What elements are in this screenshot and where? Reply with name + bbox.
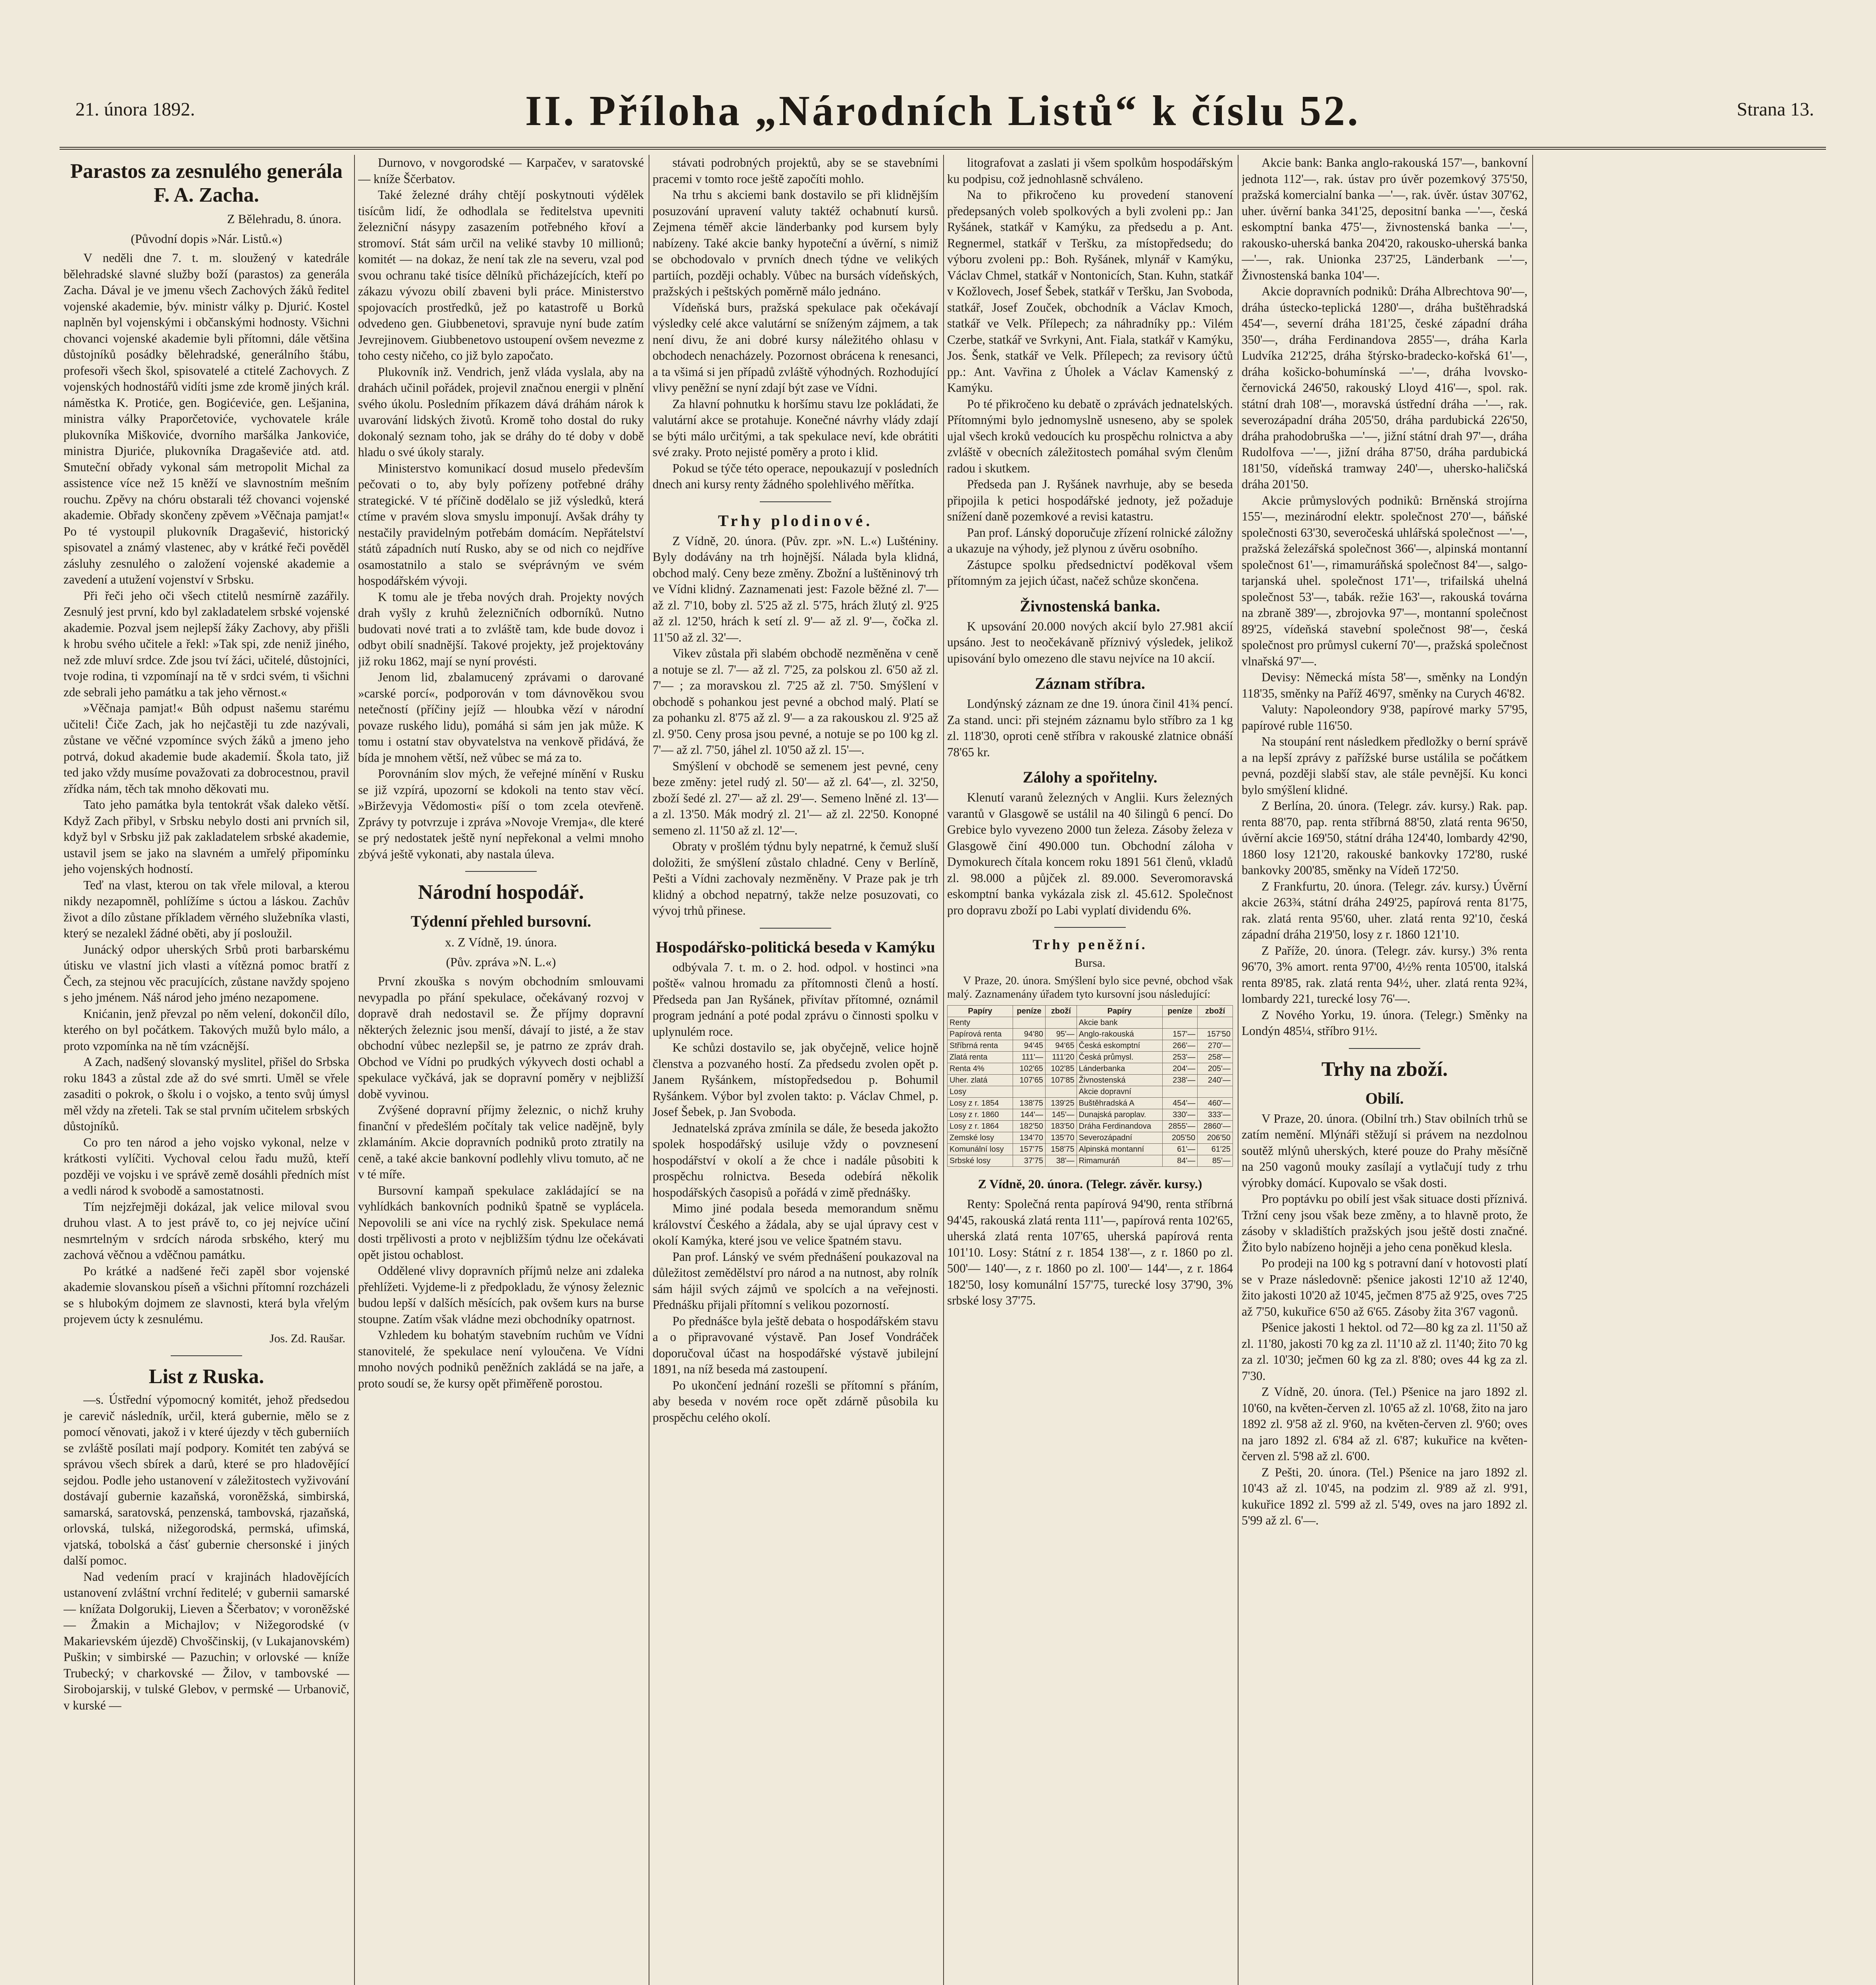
section-title-trhy-na-zbozi: Trhy na zboží. bbox=[1321, 1058, 1448, 1081]
paragraph: V neděli dne 7. t. m. sloužený v katedrále bělehradské slavné služby boží (parastos) za generála Zacha. Dával je ve jmenu všech Zachových žáků ředitel vojenské akademie, býv. ministr války p. Djurić. Kostel naplněn byl vojenskými i občanskými hodnosty. Všichni chovanci vojenské akademie byli přítomni, dále většina důstojníků posádky bělehradské, generálního štábu, profesoři všech škol, spisovatelé a ctitelé Zachovych. Z vojenských hodnostářů vidíti jsme zde kromě jiných král. náměstka K. Protiće, gen. Bogićeviće, gen. Lešjanina, ministra války Praporčetoviće, vychovatele krále plukovníka Miškoviće, dvorního maršálka Jankoviće, ministra Djuriće, plukovníka Dragaševiće atd. atd. Smuteční obřady vykonal sám metropolit Michal za assistence více než 15 kněží ve slavnostním mešním rouchu. Zpěvy na chóru obstarali též chovanci vojenské akademie. Obřady skončeny zpěvem »Věčnaja pamjat!« Po té vystoupil plukovník Dragašević, historický spisovatel a známý vlastenec, aby v krátké řeči pověděl zásluhy zesnulého o založení vojenské akademie a zavedení a utužení vojenství v Srbsku. bbox=[64, 251, 349, 586]
table-cell: Buštěhradská A bbox=[1077, 1098, 1162, 1109]
paragraph: Knićanin, jenž převzal po něm velení, dokončil dílo, kterého on byl počátkem. Takových mužů bylo málo, a proto vzpomínka na ně tím vzácnější. bbox=[64, 1006, 349, 1053]
table-cell: Zemské losy bbox=[948, 1132, 1013, 1144]
table-cell: Alpinská montanní bbox=[1077, 1144, 1162, 1155]
table-cell bbox=[1198, 1086, 1233, 1098]
table-row bbox=[948, 1029, 1233, 1040]
paragraph: Vikev zůstala při slabém obchodě nezměněna v ceně a notuje se zl. 7'— až zl. 7'25, za polskou zl. 6'50 až zl. 7'— ; za moravskou zl. 7'25 až zl. 7'50. Smýšlení v obchodě s pohankou jest pevné a obchod malý. Platí se za pohanku zl. 8'75 až zl. 9'— a za rakouskou zl. 9'25 až zl. 9'50. Ceny prosa jsou pevné, a notuje se po 100 kg zl. 7'— až zl. 7'50, jáhel zl. 10'50 až zl. 15'—. bbox=[653, 646, 938, 757]
section-title-trhy-penezni: Trhy peněžní. bbox=[1032, 937, 1148, 952]
table-cell: Komunální losy bbox=[948, 1144, 1013, 1155]
table-cell: 182'50 bbox=[1013, 1121, 1046, 1132]
masthead bbox=[60, 83, 1826, 143]
article-separator bbox=[1349, 1048, 1420, 1049]
paragraph: Také železné dráhy chtějí poskytnouti výdělek tisícům lidí, že odhodlala se ředitelstva upevniti železniční násypy zasazením potřebného křoví a stromoví. Stát sám určil na veliké stavby 10 millionů; komitét — na dokaz, že není tak zle na severu, vzal pod svou ochranu také tisíce dělníků přicházejících, kteří po zákazu vývozu obilí zbaveni byli práce. Ministerstvo spojovacích prostředků, jež po katastrofě u Borků odvedeno gen. Giubbenetovi, spravuje nyní bude zatím Jevrejinovem. Giubbenetovo ustoupení ovšem nevezme z toho cesty ničeho, co již bylo započato. bbox=[358, 188, 644, 362]
table-cell: Akcie dopravní bbox=[1077, 1086, 1162, 1098]
table-cell: 240'— bbox=[1198, 1075, 1233, 1086]
table-row bbox=[948, 1109, 1233, 1121]
table-cell: 258'— bbox=[1198, 1052, 1233, 1063]
table-cell: 94'45 bbox=[1013, 1040, 1046, 1052]
table-cell: Severozápadní bbox=[1077, 1132, 1162, 1144]
paragraph: Tím nejzřejměji dokázal, jak velice miloval svou druhou vlast. A to jest právě to, co jej nejvíce učiní nesmrtelným v srdcích národa srbského, který mu zachová věčnou a vděčnou památku. bbox=[64, 1199, 349, 1262]
paragraph: Z Vídně, 20. února. (Tel.) Pšenice na jaro 1892 zl. 10'60, na květen-červen zl. 10'65 až zl. 10'68, žito na jaro 1892 zl. 9'58 až zl. 9'60, na květen-červen zl. 9'60; oves na jaro 1892 zl. 6'84 až zl. 6'87; kukuřice na květen-červen zl. 5'98 až zl. 6'00. bbox=[1242, 1385, 1527, 1463]
column-1 bbox=[64, 155, 349, 1985]
table-cell: Česká eskomptní bbox=[1077, 1040, 1162, 1052]
article-body-obili bbox=[1242, 1111, 1527, 1529]
table-header-cell: Papíry bbox=[1077, 1006, 1162, 1017]
table-cell: 253'— bbox=[1162, 1052, 1198, 1063]
paragraph: Na to přikročeno ku provedení stanovení předepsaných voleb spolkových a byli zvoleni pp.: Jan Ryšánek, statkář v Kamýku, za předsedu a p. Ant. Regnermel, statkář v Teršku, za místopředsedu; do výboru zvoleni pp.: Boh. Ryšánek, mlynář v Kamýku, Václav Chmel, statkář v Nontonicích, Stan. Kuhn, statkář v Kožlovech, Josef Šebek, statkář v Teršku, Jan Svoboda, statkář, Josef Zouček, obchodník a Václav Kmoch, statkář ve Velk. Přílepech; za náhradníky pp.: Vilém Czerbe, statkář ve Svrkyni, Ant. Fiala, statkář v Kamýku, Jos. Šenk, statkář ve Velk. Přílepech; za revisory účtů pp.: Ant. Vavřina z Úholek a Václav Kamenský z Kamýku. bbox=[947, 188, 1233, 395]
bursa-note: V Praze, 20. února. Smýšlení bylo sice pevné, obchod však malý. Zaznamenány úřadem tyto kursovní jsou následující: bbox=[947, 975, 1233, 1000]
paragraph: Po ukončení jednání rozešli se přítomní s přáním, aby beseda v novém roce opět zdárně působila ku prospěchu celého okolí. bbox=[653, 1378, 938, 1424]
article-title-parastos: Parastos za zesnulého generála F. A. Zacha. bbox=[70, 160, 343, 206]
paragraph: litografovat a zaslati ji všem spolkům hospodářským ku podpisu, což jednohlasně schváleno. bbox=[947, 156, 1233, 186]
paragraph: Obraty v prošlém týdnu byly nepatrné, k čemuž sluší doložiti, že smýšlení zůstalo chladné. Ceny v Berlíně, Pešti a Vídni zachovaly nezměněny. V Praze pak je trh klidný a obchod nepatrný, takže nelze posuzovati, co vývoj trhů přinese. bbox=[653, 839, 938, 917]
table-cell: Losy z r. 1860 bbox=[948, 1109, 1013, 1121]
table-cell: 107'85 bbox=[1045, 1075, 1077, 1086]
table-row bbox=[948, 1155, 1233, 1167]
table-cell: Losy bbox=[948, 1086, 1013, 1098]
article-body-zalozny: Klenutí varanů železných v Anglii. Kurs železných varantů v Glasgowě se ustálil na 40 šilingů 6 pencí. Do Grebice bylo vyvezeno 2000 tun železa. Zásoby železa v Glasgowě činí 490.000 tun. Obchodní záloha v Dymokurech čítala koncem roku 1891 561 členů, vkladů zl. 98.000 a půjček zl. 89.000. Severomoravská eskomptní banka vykázala zisk zl. 45.612. Společnost pro dopravu zboží po Labi vyplatí dividendu 6%. bbox=[947, 790, 1233, 917]
table-cell: Stříbrná renta bbox=[948, 1040, 1013, 1052]
article-separator bbox=[171, 1355, 242, 1356]
article-body-prehled-continued bbox=[653, 155, 938, 493]
table-cell: 333'— bbox=[1198, 1109, 1233, 1121]
paragraph: Bursovní kampaň spekulace zakládající se na vyhlídkách bankovních podniků špatně se vyplácela. Nepovolili se ani více na rychlý zisk. Spekulace nemá dosti trpělivosti a proto v nejbližším týdnu lze očekávati opět jistou ochablost. bbox=[358, 1183, 644, 1262]
table-cell bbox=[1045, 1086, 1077, 1098]
article-body-parastos bbox=[64, 250, 349, 1328]
table-row bbox=[948, 1075, 1233, 1086]
column-rule bbox=[354, 155, 355, 1985]
paragraph: Jenom lid, zbalamucený zprávami o darované »carské porcí«, podporován v tom dávnověkou svou netečností (příčiny jejíž — hloubka vězí v národní povaze ruského lidu), pomáhá si sám jen jak může. K tomu i ostatní stav obyvatelstva na venkově přidává, že bída je mnohem větší, než vůbec se má za to. bbox=[358, 670, 644, 765]
stock-table bbox=[947, 1005, 1233, 1167]
column-2 bbox=[358, 155, 644, 1985]
paragraph: Z Vídně, 20. února. (Pův. zpr. »N. L.«) Lušténiny. Byly dodávány na trh hojnější. Nálada byla klidná, obchod malý. Ceny beze změny. Zbožní a luštěninový trh ve Vídni klidný. Zaznamenati jest: Fazole běžné zl. 7'— až zl. 7'10, boby zl. 5'25 až zl. 5'75, hrách žlutý zl. 9'25 až zl. 12'50, hrách k setí zl. 9'— až zl. 9'—, čočka zl. 11'50 až zl. 32'—. bbox=[653, 534, 938, 644]
table-cell: Dunajská paroplav. bbox=[1077, 1109, 1162, 1121]
table-cell: 145'— bbox=[1045, 1109, 1077, 1121]
article-body-trhy-plodinove bbox=[653, 533, 938, 919]
paragraph: Teď na vlast, kterou on tak vřele miloval, a kterou nikdy nezapomněl, pohlížíme s úctou a láskou. Zachův život a dílo zůstane příkladem věrného služebníka vlasti, který se nezalekl žádné oběti, aby jí posloužil. bbox=[64, 878, 349, 940]
page-number: Strana 13. bbox=[1737, 99, 1814, 120]
paragraph: —s. Ústřední výpomocný komitét, jehož předsedou je carevič následník, určil, která gubernie, mělo se z pomocí věnovati, jakož i v které újezdy v těch guberniích se zvláště posílati mají podpory. Komitét ten zabývá se správou všech sbírek a darů, které se pro hladovějící sejdou. Podle jeho ustanovení v záležitostech vyživování dostávají gubernie kazaňská, voroněžská, simbirská, samarská, saratovská, penzenská, tambovská, rjazaňská, orlovská, tulská, nižegorodská, permská, ufimská, vjatská, tobolská a čásť gubernie chersonské i jiných další pomoc. bbox=[64, 1393, 349, 1567]
table-cell: Zlatá renta bbox=[948, 1052, 1013, 1063]
column-3 bbox=[653, 155, 938, 1985]
table-cell: Losy z r. 1864 bbox=[948, 1121, 1013, 1132]
table-row bbox=[948, 1121, 1233, 1132]
table-header-cell: zboží bbox=[1045, 1006, 1077, 1017]
table-cell: 111'— bbox=[1013, 1052, 1046, 1063]
article-body-beseda bbox=[653, 960, 938, 1426]
table-cell: Rimamuráň bbox=[1077, 1155, 1162, 1167]
exchange-quotes bbox=[1242, 155, 1527, 1039]
paragraph: Při řeči jeho oči všech ctitelů nesmírně zazářily. Zesnulý jest první, kdo byl zakladatelem srbské vojenské akademie. Pozval jsem nejlepší žáky Zachovy, aby přišli k hrobu svého učitele a řekl: »Tak spi, zde neniž jiného, než zde mluví srdce. Zde jsou tví žáci, učitelé, důstojníci, tvoje rodina, ti vzpomínají na tě v srdci svém, ti všichni zde sebrali jeho památku a tak jeho věrnost.« bbox=[64, 588, 349, 699]
paragraph: Ministerstvo komunikací dosud muselo především pečovati o to, aby byly pořízeny potřebné dráhy strategické. V té příčině dodělalo se již výsledků, která ctíme v pravém slova smyslu imponují. Avšak dráhy ty nestačily pravidelným potřebám domácím. Nepřátelství států západních nutí Rusko, aby se od nich co nejdříve osamostatnilo a stalo se svéprávným ve svém hospodářském vývoji. bbox=[358, 461, 644, 588]
column-5 bbox=[1242, 155, 1527, 1985]
article-separator bbox=[465, 871, 537, 872]
article-source: (Původní dopis »Nár. Listů.«) bbox=[131, 231, 282, 246]
issue-date: 21. února 1892. bbox=[75, 99, 195, 120]
section-title-narodni-hospodar: Národní hospodář. bbox=[418, 881, 584, 904]
table-cell: 134'70 bbox=[1013, 1132, 1046, 1144]
table-cell: 157'— bbox=[1162, 1029, 1198, 1040]
paragraph: Pan prof. Lánský doporučuje zřízení rolnické záložny a ukazuje na výhody, jež plynou z úvěru osobního. bbox=[947, 525, 1233, 555]
table-cell: 205'— bbox=[1198, 1063, 1233, 1075]
article-body-prehled bbox=[358, 973, 644, 1391]
table-cell: 158'75 bbox=[1045, 1144, 1077, 1155]
paragraph: Smýšlení v obchodě se semenem jest pevné, ceny beze změny: jetel rudý zl. 50'— až zl. 64'—, zl. 32'50, zboží šedé zl. 27'— až zl. 29'—. Semeno lněné zl. 13'— a zl. 13'50. Mák modrý zl. 21'— až zl. 22'50. Konopné semeno zl. 11'50 až zl. 12'—. bbox=[653, 759, 938, 837]
table-header-cell: zboží bbox=[1198, 1006, 1233, 1017]
paragraph: Durnovo, v novgorodské — Karpačev, v saratovské — kníže Ščerbatov. bbox=[358, 156, 644, 186]
article-body-vienna-kursy: Renty: Společná renta papírová 94'90, renta stříbrná 94'45, rakouská zlatá renta 111'—, papírová renta 102'65, uherská zlatá renta 107'65, uherská papírová renta 101'10. Losy: Státní z r. 1854 138'—, z r. 1860 po zl. 500'— 140'—, z r. 1860 po zl. 100'— 144'—, z r. 1864 182'50, losy komunální 157'75, turecké losy 37'90, 3% srbské losy 37'75. bbox=[947, 1197, 1233, 1307]
article-title-vienna-kursy: Z Vídně, 20. února. (Telegr. závěr. kursy.) bbox=[978, 1177, 1202, 1191]
paragraph: Na trhu s akciemi bank dostavilo se při klidnějším posuzování upravení valuty taktéž ochabnutí kursů. Zejmena téměř akcie länderbanky pod kursem byly nabízeny. Také akcie banky hypoteční a úvěrní, s nimiž se obchodovalo v prvních dnech týdne ve velikých partiích, později ochably. Vůbec na bursách vídeňských, pražských i peštských poměrně málo jednáno. bbox=[653, 188, 938, 298]
article-title-zivnostenska: Živnostenská banka. bbox=[1020, 597, 1160, 615]
table-cell: 37'75 bbox=[1013, 1155, 1046, 1167]
paragraph: Plukovník inž. Vendrich, jenž vláda vyslala, aby na drahách učinil pořádek, projevil značnou energii v plnění svého úkolu. Posledním příkazem dává dráhám nárok k uvarování lidských životů. Kromě toho dostal do ruky dokonalý seznam toho, jak se dráhy do té doby v době hladu o své úkoly staraly. bbox=[358, 364, 644, 459]
table-cell: 204'— bbox=[1162, 1063, 1198, 1075]
paragraph: Mimo jiné podala beseda memorandum sněmu království Českého a žádala, aby se ujal úpravy cest v okolí Kamýka, které jsou ve velice špatném stavu. bbox=[653, 1201, 938, 1247]
table-header-cell: Papíry bbox=[948, 1006, 1013, 1017]
table-cell: 157'75 bbox=[1013, 1144, 1046, 1155]
column-rule bbox=[943, 155, 944, 1985]
table-cell bbox=[1045, 1017, 1077, 1029]
paragraph: Vzhledem ku bohatým stavebním ruchům ve Vídni stanovitelé, že spekulace není vyloučena. Ve Vídni mnoho nových podniků peněžních zakládá se na jaře, a proto soudí se, že kursy opět přiměřeně porostou. bbox=[358, 1328, 644, 1390]
table-cell: 454'— bbox=[1162, 1098, 1198, 1109]
paragraph: Oddělené vlivy dopravních příjmů nelze ani zdaleka přehlížeti. Vyjdeme-li z předpokladu, že výnosy železnic budou lepší v dalších měsících, pak ovšem kurs na burse stoupne. Zatím však vládne mezi obchodníky opatrnost. bbox=[358, 1264, 644, 1326]
table-cell: 270'— bbox=[1198, 1040, 1233, 1052]
paragraph: Valuty: Napoleondory 9'38, papírové marky 57'95, papírové ruble 116'50. bbox=[1242, 702, 1527, 732]
paragraph: Zvýšené dopravní příjmy železnic, o nichž kruhy finanční v předešlém počítaly tak velice nadějně, byly zklamáním. Akcie dopravních podniků proto ztratily na ceně, a také akcie bankovní podlehly vlivu tomuto, ač ne v té míře. bbox=[358, 1103, 644, 1181]
paragraph: Jednatelská zpráva zmínila se dále, že beseda jakožto spolek hospodářský usiluje vždy o povznesení hospodářství v okolí a že chce i nadále působiti k prospěchu rolnictva. Beseda odebírá několik hospodářských časopisů a pořádá v zimě přednášky. bbox=[653, 1121, 938, 1199]
table-cell: Živnostenská bbox=[1077, 1075, 1162, 1086]
table-cell: 460'— bbox=[1198, 1098, 1233, 1109]
paragraph: Z Pešti, 20. února. (Tel.) Pšenice na jaro 1892 zl. 10'43 až zl. 10'45, na podzim zl. 9'89 až zl. 9'91, kukuřice 1892 zl. 5'99 až zl. 5'49, oves na jaro 1892 zl. 5'99 až zl. 6'—. bbox=[1242, 1465, 1527, 1527]
table-row bbox=[948, 1098, 1233, 1109]
paragraph: Akcie bank: Banka anglo-rakouská 157'—, bankovní jednota 112'—, rak. ústav pro úvěr pozemkový 375'50, pražská komercialní banka —'—, rak. úvěr. ústav 307'62, uher. úvěrní banka 341'25, depositní banka —'—, česká eskomptní banka 475'—, živnostenská banka —'—, rakousko-uherská banka 204'20, rakousko-uherská banka —'—, rak. Unionka 237'25, Länderbank —'—, Živnostenská banka 104'—. bbox=[1242, 156, 1527, 282]
paragraph: Z Berlína, 20. února. (Telegr. záv. kursy.) Rak. pap. renta 88'70, pap. renta stříbrná 88'50, zlatá renta 96'50, úvěrní akcie 169'50, státní dráha 124'40, lombardy 42'90, 1860 losy 121'20, rakouské bankovky 172'80, ruské bankovky 200'85, směnky na Vídeň 172'50. bbox=[1242, 799, 1527, 877]
table-cell: 135'70 bbox=[1045, 1132, 1077, 1144]
article-separator bbox=[760, 501, 831, 502]
table-cell bbox=[1013, 1017, 1046, 1029]
table-cell: 2860'— bbox=[1198, 1121, 1233, 1132]
table-cell: 38'— bbox=[1045, 1155, 1077, 1167]
table-cell: 139'25 bbox=[1045, 1098, 1077, 1109]
stock-market-section bbox=[947, 937, 1233, 1167]
table-cell: Česká průmysl. bbox=[1077, 1052, 1162, 1063]
paragraph: Pan prof. Lánský ve svém přednášení poukazoval na důležitost zemědělství pro národ a na nutnost, aby rolník sám hájil svých zájmů ve spolcích a na veřejnosti. Přednášku přijali přítomní s velikou pozorností. bbox=[653, 1249, 938, 1312]
paragraph: Po krátké a nadšené řeči zapěl sbor vojenské akademie slovanskou píseň a všichni přítomní rozcházeli se s hlubokým dojmem ze slavnosti, která byla vřelým projevem úcty k zesnulému. bbox=[64, 1264, 349, 1326]
table-cell: 61'— bbox=[1162, 1144, 1198, 1155]
table-cell bbox=[1198, 1017, 1233, 1029]
table-cell: Renta 4% bbox=[948, 1063, 1013, 1075]
article-separator bbox=[1054, 927, 1126, 928]
article-title-zalozny: Zálohy a spořitelny. bbox=[1023, 768, 1158, 786]
table-cell: 144'— bbox=[1013, 1109, 1046, 1121]
table-cell: 94'65 bbox=[1045, 1040, 1077, 1052]
article-signature: Jos. Zd. Raušar. bbox=[270, 1332, 345, 1345]
paragraph: Porovnáním slov mých, že veřejné mínění v Rusku se již vzpírá, upozorní se kdokoli na tento stav věcí. »Birževyja Vědomosti« píší o tom zcela otevřeně. Zprávy ty potvrzuje i zpráva »Novoje Vremja«, dle které se prý nedostatek ještě nyní nepřekonal a velmi mnoho zbývá ještě vykonati, aby nastala úleva. bbox=[358, 767, 644, 861]
table-cell: 107'65 bbox=[1013, 1075, 1046, 1086]
article-title-trhy-plodinove: Trhy plodinové. bbox=[718, 511, 873, 530]
table-row bbox=[948, 1017, 1233, 1029]
paragraph: A Zach, nadšený slovanský myslitel, přišel do Srbska roku 1843 a zůstal zde až do své smrti. Uměl se vřele zasaditi o pokrok, o školu i o vojsko, a tento svůj úmysl měl vždy na zřeteli. Tak se stal prvním učitelem srbských důstojníků. bbox=[64, 1055, 349, 1133]
table-cell: 205'50 bbox=[1162, 1132, 1198, 1144]
article-body-zaznam: Londýnský záznam ze dne 19. února činil 41¾ pencí. Za stand. unci: při stejném záznamu bylo stříbro za 1 kg zl. 118'30, oproti ceně stříbra v rakouské zlatnice obnáší 78'65 kr. bbox=[947, 697, 1233, 759]
paragraph: Pokud se týče této operace, nepoukazují v posledních dnech ani kursy renty žádného spolehlivého měřítka. bbox=[653, 461, 938, 491]
table-row bbox=[948, 1144, 1233, 1155]
article-title-beseda: Hospodářsko-politická beseda v Kamýku bbox=[656, 938, 935, 956]
table-cell bbox=[1162, 1017, 1198, 1029]
article-dateline: x. Z Vídně, 19. února. bbox=[445, 935, 557, 949]
paragraph: odbývala 7. t. m. o 2. hod. odpol. v hostinci »na poště« valnou hromadu za přítomnosti členů a hostí. Předseda pan Jan Ryšánek, přivítav přítomné, oznámil program jednání a poté podal zprávu o činnosti spolku v uplynulém roce. bbox=[653, 960, 938, 1039]
article-body-ruska bbox=[64, 1392, 349, 1713]
article-separator bbox=[760, 928, 831, 929]
paragraph: Předseda pan J. Ryšánek navrhuje, aby se beseda připojila k petici hospodářské jednoty, jež požaduje snížení daně pozemkové a revisi katastru. bbox=[947, 477, 1233, 523]
table-cell: 266'— bbox=[1162, 1040, 1198, 1052]
table-cell: 138'75 bbox=[1013, 1098, 1046, 1109]
article-title-zaznam: Záznam stříbra. bbox=[1035, 675, 1145, 692]
table-cell: Anglo-rakouská bbox=[1077, 1029, 1162, 1040]
table-cell: 102'65 bbox=[1013, 1063, 1046, 1075]
paragraph: Ke schůzi dostavilo se, jak obyčejně, velice hojně členstva a pozvaného hostí. Za předsedu zvolen opět p. Janem Ryšánkem, místopředsedou p. Bohumil Ryšánkem. Výbor byl zvolen takto: p. Václav Chmel, p. Josef Šebek, p. Jan Svoboda. bbox=[653, 1041, 938, 1119]
table-cell: Losy z r. 1854 bbox=[948, 1098, 1013, 1109]
table-cell: 238'— bbox=[1162, 1075, 1198, 1086]
table-cell: Dráha Ferdinandova bbox=[1077, 1121, 1162, 1132]
article-dateline: Z Bělehradu, 8. února. bbox=[227, 212, 341, 226]
paragraph: Na stoupání rent následkem předložky o berní správě a na lepší zprávy z pařížské burse ustálila se počátkem pevná, později slabší stav, ale stále pevnější. Ku konci bylo smýšlení klidné. bbox=[1242, 734, 1527, 797]
table-cell: 95'— bbox=[1045, 1029, 1077, 1040]
paragraph: Po přednášce byla ještě debata o hospodářském stavu a o připravované výstavě. Pan Josef Vondráček doporučoval účast na hospodářské výstavě jubilejní 1891, na níž beseda má zastoupení. bbox=[653, 1314, 938, 1376]
paragraph: K tomu ale je třeba nových drah. Projekty nových drah vyšly z kruhů železničních odborníků. Nutno budovati nové trati a to zvláště tam, kde bude dovoz i odbyt obilí snadnější. Takové projekty, jež projektovány již roku 1862, mají se nyní provésti. bbox=[358, 590, 644, 668]
table-row bbox=[948, 1063, 1233, 1075]
article-title-ruska: List z Ruska. bbox=[148, 1365, 264, 1388]
table-cell: 111'20 bbox=[1045, 1052, 1077, 1063]
paragraph: »Věčnaja pamjat!« Bůh odpust našemu starému učiteli! Čiče Zach, jak ho nejčastěji tu zde nazývali, zůstane ve věčné vzpomínce svých žáků a jmeno jeho potrvá, dokud akademie bude akademií. Škola tato, již ted jako vždy musíme považovati za dobrocestnou, pravil zřídka nám, těch tak mnoho děkovati mu. bbox=[64, 701, 349, 796]
paragraph: Junácký odpor uherských Srbů proti barbarskému útisku ve vlastní jich vlasti a vítězná pomoc bratří z Čech, za stejnou věc pracujících, zůstane navždy spojeno s jeho jménem. Náš národ jeho jméno nezapomene. bbox=[64, 942, 349, 1004]
paragraph: Pro poptávku po obilí jest však situace dosti příznivá. Tržní ceny jsou však beze změny, a to hlavně proto, že zásoby v skladištích pražských jsou ještě dosti značné. Žito bylo nabízeno hojněji a jeho cena poněkud klesla. bbox=[1242, 1192, 1527, 1254]
table-cell: 206'50 bbox=[1198, 1132, 1233, 1144]
table-cell: 84'— bbox=[1162, 1155, 1198, 1167]
table-row bbox=[948, 1132, 1233, 1144]
article-body-ruska-continued bbox=[358, 155, 644, 862]
paragraph: Zástupce spolku předsednictví poděkoval všem přítomným za jejich účast, načež schůze skončena. bbox=[947, 557, 1233, 588]
article-body-zivnostenska: K upsování 20.000 nových akcií bylo 27.981 akcií upsáno. Jest to neočekávaně příznivý výsledek, jelikož upisování bylo omezeno dle stavu nejvíce na 10 akcií. bbox=[947, 619, 1233, 665]
table-cell: Srbské losy bbox=[948, 1155, 1013, 1167]
table-cell bbox=[1013, 1086, 1046, 1098]
table-cell: 94'80 bbox=[1013, 1029, 1046, 1040]
paragraph: Akcie průmyslových podniků: Brněnská strojírna 155'—, mezinárodní elektr. společnost 270'—, báňské společnosti 63'30, severočeská uhlářská společnost —'—, pražská železářská společnost 366'—, alpinská montanní společnost 61'—, rimamuráňská společnost 84'—, salgo-tarjanská uhel. společnost 171'—, trifailská uhelná společnost 53'—, tabák. režie 163'—, rakouská továrna na zbraně 389'—, zbrojovka 97'—, montanní společnost 89'25, vídeňská stavební společnost 98'—, česká společnost pro průmysl cukerní 70'—, pražská společnost vlnařská 97'—. bbox=[1242, 493, 1527, 668]
paragraph: Akcie dopravních podniků: Dráha Albrechtova 90'—, dráha ústecko-teplická 1280'—, dráha buštěhradská 454'—, severní dráha 181'25, české západní dráha 350'—, dráha Ferdinandova 2855'—, dráha Karla Ludvíka 212'25, dráha štýrsko-bradecko-kořská 61'—, dráha košicko-bohumínská —'—, dráha lvovsko-černovická 246'50, rakouský Lloyd 416'—, spol. rak. státní drah 108'—, moravská ústřední dráha —'—, rak. severozápadní dráha 205'50, dráha pardubická 226'50, dráha prahodobruška —'—, jižní státní drah 97'—, dráha Rudolfova —'—, jižní dráha 87'50, dráha pardubická 181'50, vídeňská tramway 240'—, uhersko-haličská dráha 201'50. bbox=[1242, 284, 1527, 491]
table-cell: 85'— bbox=[1198, 1155, 1233, 1167]
section-subtitle-obili: Obilí. bbox=[1365, 1089, 1404, 1107]
paragraph: V Praze, 20. února. (Obilní trh.) Stav obilních trhů se zatím nemění. Mlýnáři stěžují si právem na nezdolnou soutěž mlýnů uherských, které pouze do Prahy měsíčně na 250 vagonů mouky zasílají a vytlačují tudy z trhu výrobky domácí. Kupovalo se však dosti. bbox=[1242, 1111, 1527, 1190]
article-source: (Pův. zpráva »N. L.«) bbox=[446, 955, 556, 969]
paragraph: Vídeňská burs, pražská spekulace pak očekávají výsledky celé akce valutární se sníženým zájmem, a tak není divu, že ani dobré kursy náležitého ohlasu v obchodech nenacházely. Pozornost obrácena k renesanci, a ta všimá si jen případů zvláště výhodných. Rozhodující vlivy peněžní se nyní zdají být zase ve Vídni. bbox=[653, 300, 938, 395]
table-row bbox=[948, 1052, 1233, 1063]
table-header-cell: peníze bbox=[1013, 1006, 1046, 1017]
paragraph: stávati podrobných projektů, aby se se stavebními pracemi v tomto roce ještě započíti mohlo. bbox=[653, 156, 938, 186]
table-cell: 157'50 bbox=[1198, 1029, 1233, 1040]
table-cell: Renty bbox=[948, 1017, 1013, 1029]
table-cell: Uher. zlatá bbox=[948, 1075, 1013, 1086]
article-title-prehled: Týdenní přehled bursovní. bbox=[410, 912, 591, 930]
paragraph: Z Paříže, 20. února. (Telegr. záv. kursy.) 3% renta 96'70, 3% amort. renta 97'00, 4½% renta 105'00, italská renta 89'85, rak. zlatá renta 94½, uher. zlatá renta 92¾, lombardy 221, turecké losy 76'—. bbox=[1242, 943, 1527, 1006]
supplement-title: II. Příloha „Národních Listů“ k číslu 52. bbox=[525, 87, 1361, 135]
paragraph: První zkouška s novým obchodním smlouvami nevypadla po přání spekulace, očekávaný rozvoj v dopravě drah nedostavil se. Že příjmy dopravní některých železnic jsou menší, dávají to jisté, a že stav obchodní vůbec nezlepšil se, je patrno ze zpráv drah. Obchod ve Vídni po prudkých výkyvech dosti ochabl a spekulace vyčkává, jak se dopravní poměry v nejbližší době vyvinou. bbox=[358, 974, 644, 1101]
table-cell: 102'85 bbox=[1045, 1063, 1077, 1075]
table-cell: Papírová renta bbox=[948, 1029, 1013, 1040]
table-header-cell: peníze bbox=[1162, 1006, 1198, 1017]
table-cell: 2855'— bbox=[1162, 1121, 1198, 1132]
paragraph: Co pro ten národ a jeho vojsko vykonal, nelze v krátkosti vylíčiti. Vychoval celou řadu mužů, kteří později ve vojsku i ve správě země dosáhli předních míst a vedli národ k svobodě a samostatnosti. bbox=[64, 1135, 349, 1197]
paragraph: Po té přikročeno ku debatě o zprávách jednatelských. Přítomnými bylo jednomyslně usneseno, aby se spolek ujal všech kroků vedoucích ku prospěchu rolnictva a aby zvláště v obecních záležitostech pomáhal svým členům radou i skutkem. bbox=[947, 397, 1233, 475]
paragraph: Po prodeji na 100 kg s potravní daní v hotovosti platí se v Praze následovně: pšenice jakosti 12'10 až 12'40, žito jakosti 10'20 až 10'45, ječmen 8'75 až 9'25, oves 7'25 až 7'50, kukuřice 6'50 až 6'65. Zásoby žita 3'67 vagonů. bbox=[1242, 1256, 1527, 1318]
paragraph: Nad vedením prací v krajinách hladovějících ustanovení zvláštní vrchní ředitelé; v gubernii samarské — knížata Dolgorukij, Lieven a Ščerbatov; v voroněžské — Žmakin a Michajlov; v Nižegorodské (v Makarievském újezdě) Chvoščinskij, (v Lukajanovském) Puškin; v simbirské — Pazuchin; v orlovské — kníže Trubecký; v charkovské — Žilov, v tambovské — Sirobojarskij, v tulské Glebov, v permské — Urbanovič, v kurské — bbox=[64, 1569, 349, 1712]
table-cell: 183'50 bbox=[1045, 1121, 1077, 1132]
paragraph: Z Frankfurtu, 20. února. (Telegr. záv. kursy.) Úvěrní akcie 263¾, státní dráha 249'25, papírová renta 81'75, rak. zlatá renta 95'60, uher. zlatá renta 92'10, česká západní dráha 219'50, losy z r. 1860 121'10. bbox=[1242, 879, 1527, 941]
paragraph: Devisy: Německá místa 58'—, směnky na Londýn 118'35, směnky na Paříž 46'97, směnky na Curych 46'82. bbox=[1242, 670, 1527, 700]
column-4 bbox=[947, 155, 1233, 1985]
paragraph: Pšenice jakosti 1 hektol. od 72—80 kg za zl. 11'50 až zl. 11'80, jakosti 70 kg za zl. 11'10 až zl. 11'40; žito 70 kg za zl. 10'30; ječmen 60 kg za zl. 8'80; oves 44 kg za zl. 7'30. bbox=[1242, 1320, 1527, 1383]
section-subtitle-bursa: Bursa. bbox=[1075, 956, 1106, 969]
table-cell: Akcie bank bbox=[1077, 1017, 1162, 1029]
article-body-beseda-continued bbox=[947, 155, 1233, 589]
masthead-rule bbox=[60, 147, 1826, 151]
table-cell: 61'25 bbox=[1198, 1144, 1233, 1155]
table-row bbox=[948, 1086, 1233, 1098]
paragraph: Tato jeho památka byla tentokrát však daleko větší. Když Zach přibyl, v Srbsku nebylo dosti ani prvních sil, když byl v Srbsku již pak zakladatelem srbské akademie, ustavil jsem se jako na slavném a umřelý připomínku jeho vojenských hodností. bbox=[64, 798, 349, 876]
table-row bbox=[948, 1040, 1233, 1052]
column-rule bbox=[1532, 155, 1533, 1985]
table-cell bbox=[1162, 1086, 1198, 1098]
paragraph: Za hlavní pohnutku k horšímu stavu lze pokládati, že valutární akce se protahuje. Konečné návrhy vlády zdají se býti málo určitými, a tak spekulace neví, kde obrátiti své zraky. Proto nejisté poměry a proto i klid. bbox=[653, 397, 938, 459]
table-cell: 330'— bbox=[1162, 1109, 1198, 1121]
table-cell: Lánderbanka bbox=[1077, 1063, 1162, 1075]
paragraph: Z Nového Yorku, 19. února. (Telegr.) Směnky na Londýn 485¼, stříbro 91½. bbox=[1242, 1008, 1527, 1038]
